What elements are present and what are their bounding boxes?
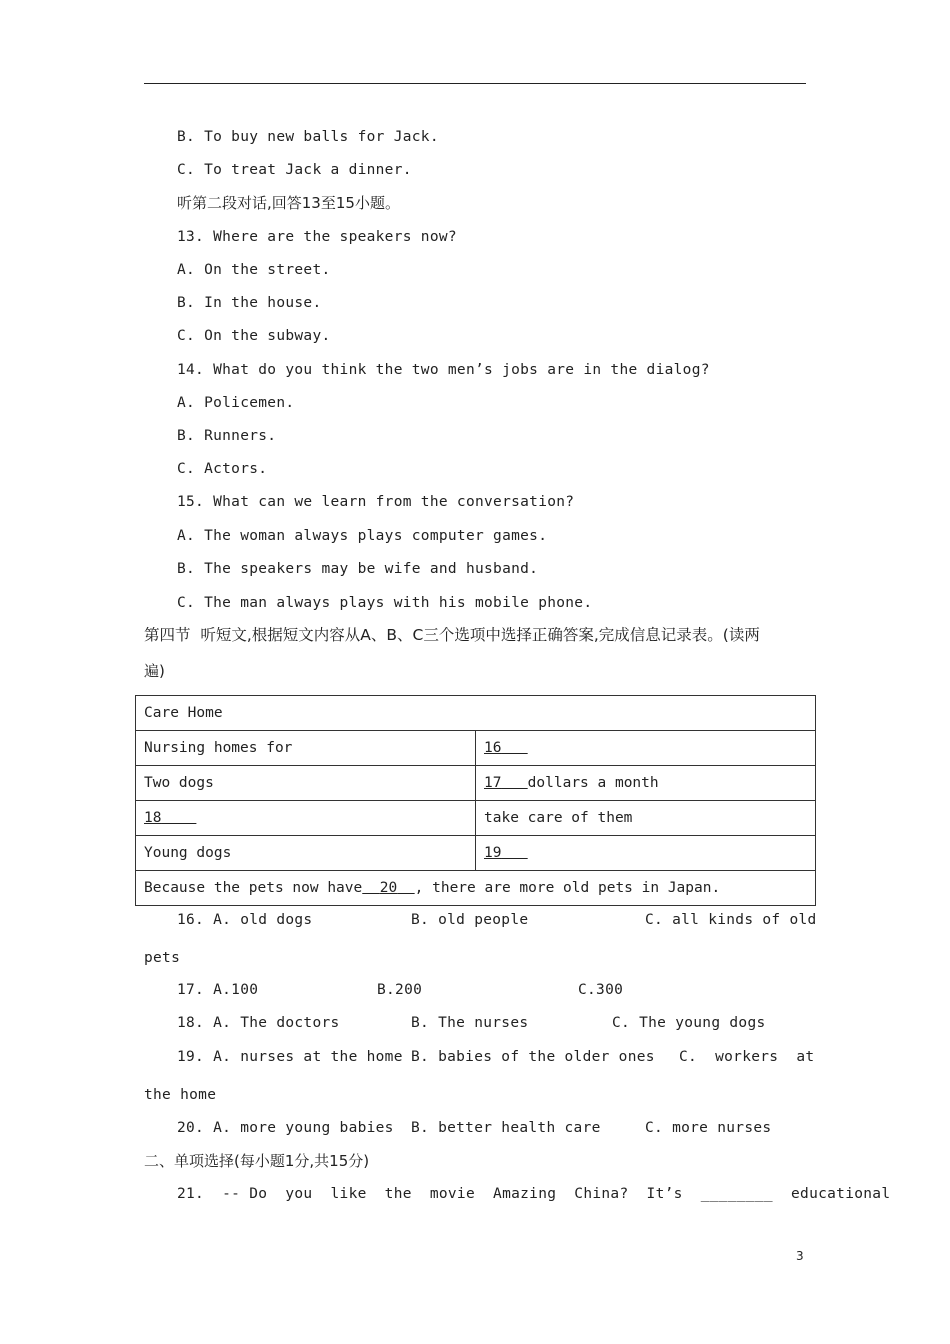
table-cell	[476, 731, 816, 766]
blank-16: 16	[484, 740, 502, 756]
option-15a: A. The woman always plays computer games.	[177, 528, 548, 544]
option-16c: C. all kinds of old	[645, 912, 817, 928]
option-17a: 17. A.100	[177, 982, 259, 998]
table-row	[136, 766, 816, 801]
table-cell-text: dollars a month	[527, 775, 659, 791]
question-13: 13. Where are the speakers now?	[177, 229, 457, 245]
section2-heading: 二、单项选择(每小题1分,共15分)	[144, 1152, 370, 1170]
option-16a: 16. A. old dogs	[177, 912, 313, 928]
question-15: 15. What can we learn from the conversation?	[177, 494, 575, 510]
table-cell: take care of them	[476, 801, 816, 836]
table-cell: Young dogs	[136, 836, 476, 871]
footer-text-a: Because the pets now have	[144, 880, 363, 896]
option-13c: C. On the subway.	[177, 328, 331, 344]
option-18a: 18. A. The doctors	[177, 1015, 340, 1031]
table-row	[136, 731, 816, 766]
option-14c: C. Actors.	[177, 461, 268, 477]
option-18b: B. The nurses	[411, 1015, 529, 1031]
table-row	[136, 801, 816, 836]
option-20a: 20. A. more young babies	[177, 1120, 394, 1136]
option-17c: C.300	[578, 982, 624, 998]
table-cell	[476, 836, 816, 871]
table-cell	[476, 766, 816, 801]
instruction-dialog2: 听第二段对话,回答13至15小题。	[177, 194, 400, 212]
footer-text-b: , there are more old pets in Japan.	[414, 880, 721, 896]
table-cell	[136, 801, 476, 836]
option-15c: C. The man always plays with his mobile phone.	[177, 595, 593, 611]
section4-heading-cont: 遍)	[144, 662, 165, 680]
table-row	[136, 696, 816, 731]
question-21: 21. -- Do you like the movie Amazing China? It’s ________ educational	[177, 1186, 891, 1202]
option-20b: B. better health care	[411, 1120, 601, 1136]
blank-18: 18	[144, 810, 162, 826]
blank-20: 20	[379, 880, 398, 896]
option-14a: A. Policemen.	[177, 395, 295, 411]
option-12b: B. To buy new balls for Jack.	[177, 129, 439, 145]
option-12c: C. To treat Jack a dinner.	[177, 162, 412, 178]
table-row	[136, 871, 816, 906]
blank-19: 19	[484, 845, 502, 861]
option-19a: 19. A. nurses at the home	[177, 1049, 403, 1065]
option-14b: B. Runners.	[177, 428, 277, 444]
option-16b: B. old people	[411, 912, 529, 928]
section4-heading: 第四节 听短文,根据短文内容从A、B、C三个选项中选择正确答案,完成信息记录表。(读两	[144, 626, 760, 644]
table-cell: Two dogs	[136, 766, 476, 801]
table-row	[136, 836, 816, 871]
option-16c-cont: pets	[144, 950, 181, 966]
option-19c: C. workers at	[679, 1049, 815, 1065]
table-cell: Nursing homes for	[136, 731, 476, 766]
info-record-table	[135, 695, 816, 906]
option-20c: C. more nurses	[645, 1120, 772, 1136]
option-13a: A. On the street.	[177, 262, 331, 278]
option-13b: B. In the house.	[177, 295, 322, 311]
option-19b: B. babies of the older ones	[411, 1049, 655, 1065]
blank-17: 17	[484, 775, 502, 791]
page-number: 3	[796, 1249, 804, 1263]
table-header-cell: Care Home	[136, 696, 816, 731]
table-footer-cell	[136, 871, 816, 906]
option-17b: B.200	[377, 982, 423, 998]
header-rule	[144, 83, 806, 84]
option-19c-cont: the home	[144, 1087, 217, 1103]
question-14: 14. What do you think the two men’s jobs are in the dialog?	[177, 362, 710, 378]
option-18c: C. The young dogs	[612, 1015, 766, 1031]
option-15b: B. The speakers may be wife and husband.	[177, 561, 539, 577]
